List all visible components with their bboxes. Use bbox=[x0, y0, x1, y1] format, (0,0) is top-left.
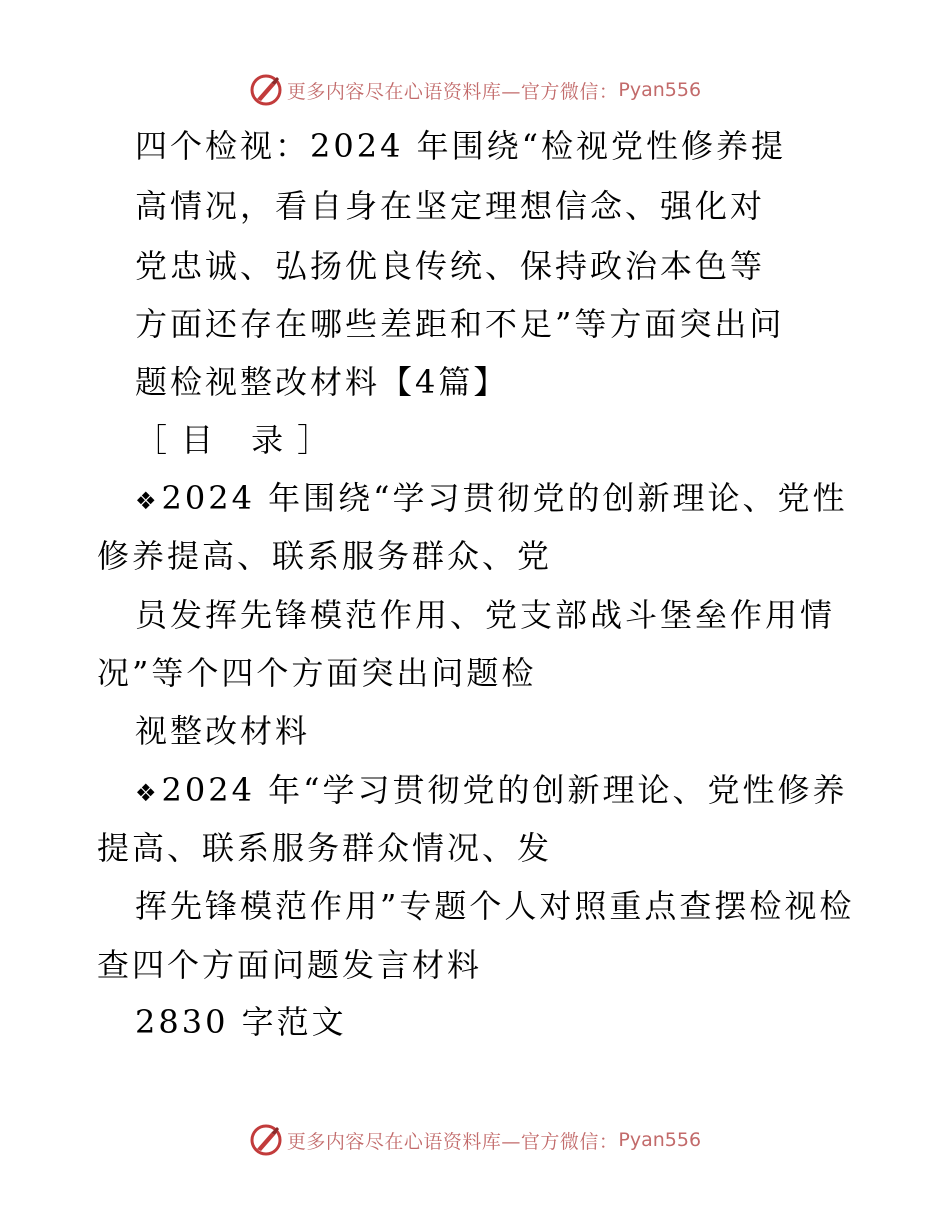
watermark-header bbox=[0, 70, 950, 110]
diamond-bullet-icon: ❖ bbox=[135, 487, 160, 515]
toc-item-1-line-2[interactable]: 修养提高、联系服务群众、党 bbox=[97, 537, 553, 575]
title-line-5: 题检视整改材料【4篇】 bbox=[135, 363, 509, 401]
toc-item-1-line-3[interactable]: 员发挥先锋模范作用、党支部战斗堡垒作用情 bbox=[135, 596, 836, 634]
toc-item-2-line-4[interactable]: 查四个方面问题发言材料 bbox=[97, 946, 483, 984]
title-line-4: 方面还存在哪些差距和不足”等方面突出问 bbox=[135, 305, 785, 343]
toc-item-2-line-3[interactable]: 挥先锋模范作用”专题个人对照重点查摆检视检 bbox=[135, 887, 855, 925]
watermark-text: 更多内容尽在心语资料库—官方微信： bbox=[286, 1130, 619, 1153]
toc-item-1-line-4[interactable]: 况”等个四个方面突出问题检 bbox=[97, 654, 537, 692]
watermark-text: 更多内容尽在心语资料库—官方微信： bbox=[286, 80, 619, 103]
diamond-bullet-icon: ❖ bbox=[135, 779, 160, 807]
pen-logo-icon bbox=[249, 73, 283, 107]
title-line-1: 四个检视：2024 年围绕“检视党性修养提 bbox=[135, 127, 786, 165]
toc-item-2-line-5[interactable]: 2830 字范文 bbox=[135, 1003, 347, 1041]
toc-item-2-text-1: 2024 年“学习贯彻党的创新理论、党性修养 bbox=[161, 771, 848, 809]
title-line-2: 高情况，看自身在坚定理想信念、强化对 bbox=[135, 187, 766, 225]
watermark-contact: Pyan556 bbox=[618, 79, 702, 101]
toc-item-1-text-1: 2024 年围绕“学习贯彻党的创新理论、党性 bbox=[161, 479, 848, 517]
watermark-contact: Pyan556 bbox=[618, 1129, 702, 1151]
toc-item-2-line-2[interactable]: 提高、联系服务群众情况、发 bbox=[97, 829, 553, 867]
title-line-3: 党忠诚、弘扬优良传统、保持政治本色等 bbox=[135, 247, 766, 285]
toc-item-1-line-1[interactable] bbox=[135, 478, 848, 521]
toc-label: ［目 录］ bbox=[135, 421, 344, 459]
watermark-footer bbox=[0, 1120, 950, 1160]
pen-logo-icon bbox=[249, 1123, 283, 1157]
toc-item-2-line-1[interactable] bbox=[135, 770, 848, 813]
toc-item-1-line-5[interactable]: 视整改材料 bbox=[135, 712, 311, 750]
